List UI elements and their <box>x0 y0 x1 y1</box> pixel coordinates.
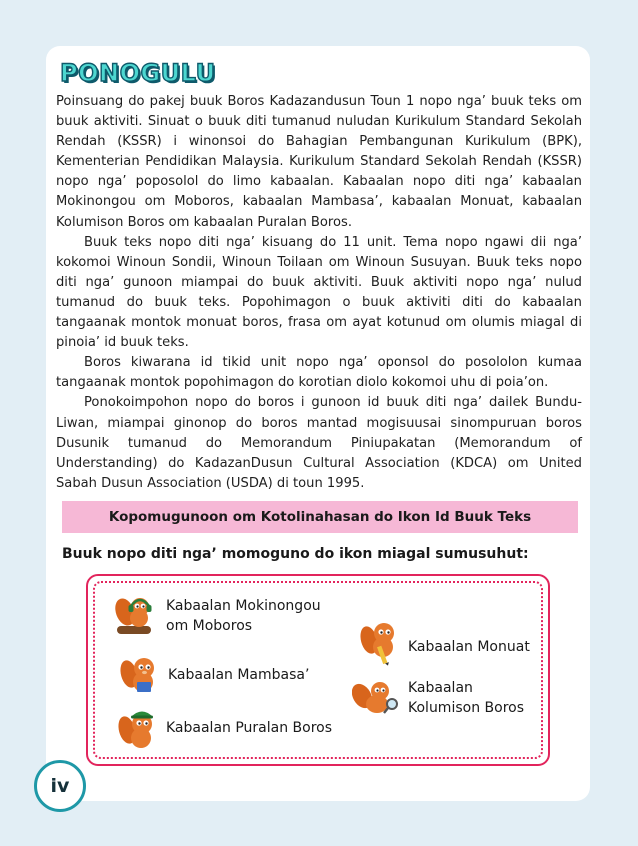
squirrel-cap-icon <box>118 706 158 750</box>
legend-label <box>168 665 309 685</box>
page-number: iv <box>34 760 86 812</box>
legend-label-line: Kabaalan Puralan Boros <box>166 720 333 736</box>
legend-item-literature <box>352 678 524 718</box>
legend-label-line: Kabaalan Mokinongou <box>166 598 321 614</box>
intro-text <box>56 92 582 494</box>
legend-label-line: Kabaalan Mambasa’ <box>168 667 310 683</box>
intro-paragraph: Ponokoimpohon nopo do boros i gunoon id buuk diti nga’ dailek Bundu-Liwan, miampai ginonop do boros mantad mogisuusai sinompuruan boros Dusunik tumanud do Memorandum Piniupakatan (Memorandum of Understanding) do KadazanDusun Cultural Association (KDCA) om United Sabah Dusun Association (USDA) di toun 1995. <box>56 395 582 491</box>
legend-label <box>166 718 332 738</box>
legend-item-grammar <box>118 706 332 750</box>
squirrel-pencil-icon <box>360 620 400 666</box>
legend-label <box>408 678 524 718</box>
legend-label-line: Kabaalan <box>408 680 473 696</box>
page-title: PONOGULU <box>60 59 216 87</box>
squirrel-magnifier-icon <box>352 678 400 718</box>
section-banner: Kopomugunoon om Kotolinahasan do Ikon Id Buuk Teks <box>62 501 578 533</box>
intro-paragraph: Boros kiwarana id tikid unit nopo nga’ oponsol do posololon kumaa tangaanak montok popohimagon do korotian diolo kokomoi uhu di poia’on. <box>56 355 582 391</box>
squirrel-headphones-icon <box>114 594 158 638</box>
legend-label-line: Kolumison Boros <box>408 700 524 716</box>
intro-paragraph: Buuk teks nopo diti nga’ kisuang do 11 unit. Tema nopo ngawi dii nga’ kokomoi Winoun Sondii, Winoun Toilaan om Winoun Susuyan. Buuk teks nopo diti nga’ gunoon miampai do buuk aktiviti. Buuk aktiviti nopo nga’ nulud tumanud do buuk teks. Popohimagon o buuk aktiviti diti do kabaalan tangaanak montok monuat boros, frasa om ayat kotunud om olumis miagal di pinoia’ id buuk teks. <box>56 234 582 351</box>
section-subheading: Buuk nopo diti nga’ momoguno do ikon miagal sumusuhut: <box>62 546 529 562</box>
legend-label-line: Kabaalan Monuat <box>408 639 530 655</box>
intro-paragraph: Poinsuang do pakej buuk Boros Kadazandusun Toun 1 nopo nga’ buuk teks om buuk aktiviti. Sinuat o buuk diti tumanud nuludan Kurikulum Standard Sekolah Rendah (KSSR) i winonsoi do Bahagian Pembangunan Kurikulum (BPK), Kementerian Pendidikan Malaysia. Kurikulum Standard Sekolah Rendah (KSSR) nopo nga’ poposolol do limo kabaalan. Kabaalan nopo diti nga’ kabaalan Mokinongou om Moboros, kabaalan Mambasa’, kabaalan Monuat, kabaalan Kolumison Boros om kabaalan Puralan Boros. <box>56 94 582 230</box>
legend-item-reading <box>120 654 309 696</box>
legend-item-listening-speaking <box>114 594 321 638</box>
legend-label <box>166 596 321 636</box>
legend-label-line: om Moboros <box>166 618 253 634</box>
legend-item-writing <box>360 620 530 666</box>
legend-label <box>408 637 530 657</box>
squirrel-reading-icon <box>120 654 160 696</box>
